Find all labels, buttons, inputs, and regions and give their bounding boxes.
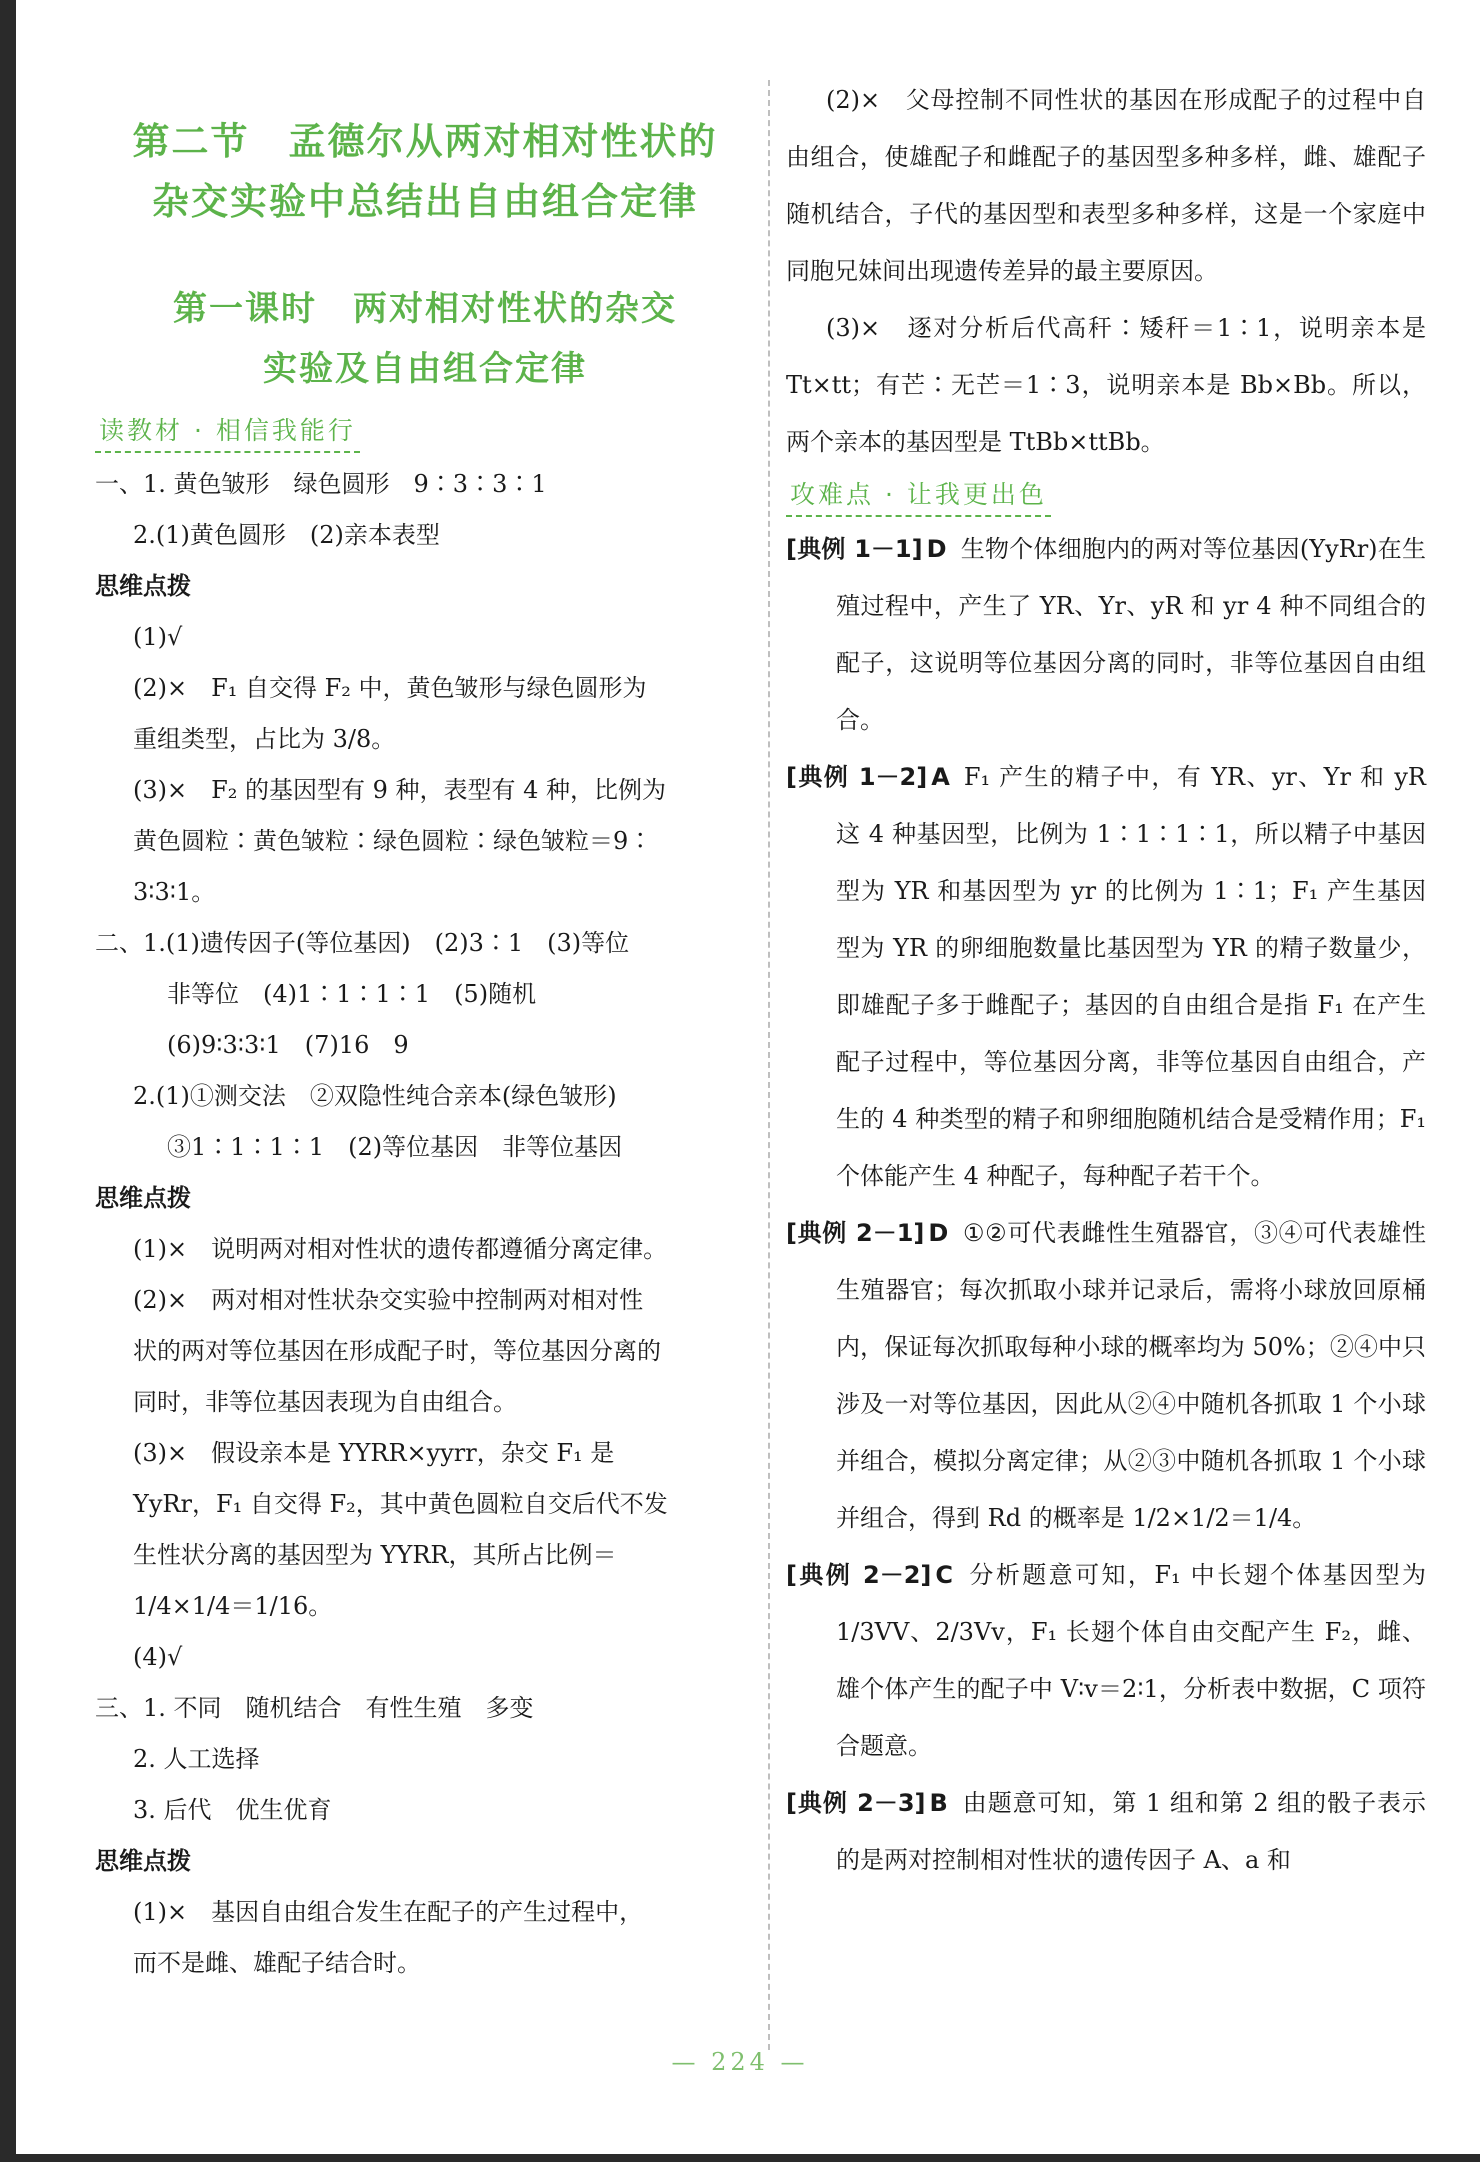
answer-paragraph: (3)× 逐对分析后代高秆∶矮秆＝1∶1，说明亲本是 Tt×tt；有芒∶无芒＝1∶3，说明亲本是 Bb×Bb。所以，两个亲本的基因型是 TtBb×ttBb。 xyxy=(786,314,1426,456)
answer-line: (4)√ xyxy=(133,1643,183,1671)
example-answer-letter: D xyxy=(926,535,947,563)
answer-line: 而不是雌、雄配子结合时。 xyxy=(133,1949,421,1977)
example-explanation: 生物个体细胞内的两对等位基因(YyRr)在生殖过程中，产生了 YR、Yr、yR 和 yr 4 种不同组合的配子，这说明等位基因分离的同时，非等位基因自由组合。 xyxy=(836,535,1426,734)
answer-line: 同时，非等位基因表现为自由组合。 xyxy=(133,1388,517,1416)
answer-line: (2)× F₁ 自交得 F₂ 中，黄色皱形与绿色圆形为 xyxy=(133,674,647,702)
example-answer-letter: A xyxy=(931,763,950,791)
answer-line: 三、1. 不同 随机结合 有性生殖 多变 xyxy=(95,1694,534,1722)
example-answer-letter: C xyxy=(935,1561,953,1589)
column-divider xyxy=(768,80,770,2050)
page-edge-bottom xyxy=(0,2154,1480,2162)
answer-line: 二、1.(1)遗传因子(等位基因) (2)3∶1 (3)等位 xyxy=(95,929,630,957)
lesson-title-line-1: 第一课时 两对相对性状的杂交 xyxy=(173,289,677,329)
answer-line: 一、1. 黄色皱形 绿色圆形 9∶3∶3∶1 xyxy=(95,470,547,498)
right-column xyxy=(786,0,1426,1889)
example-tag: [典例 1－2] xyxy=(786,763,928,791)
answer-line: 3∶3∶1。 xyxy=(133,878,216,906)
answer-line: 2.(1)黄色圆形 (2)亲本表型 xyxy=(133,521,440,549)
answer-line: (1)× 说明两对相对性状的遗传都遵循分离定律。 xyxy=(133,1235,668,1263)
banner-tackle-difficulties: 攻难点 · 让我更出色 xyxy=(786,475,1051,517)
example-tag: [典例 2－3] xyxy=(786,1789,926,1817)
page-edge-left xyxy=(0,0,16,2162)
left-column xyxy=(95,0,755,1989)
example-explanation: ①②可代表雌性生殖器官，③④可代表雄性生殖器官；每次抓取小球并记录后，需将小球放回原桶内，保证每次抓取每种小球的概率均为 50%；②④中只涉及一对等位基因，因此从②④中随机各抓取 1 个小球并组合，模拟分离定律；从②③中随机各抓取 1 个小球并组合，得到 Rd 的概率是 1/2×1/2＝1/4。 xyxy=(836,1219,1427,1532)
answer-line: (1)× 基因自由组合发生在配子的产生过程中， xyxy=(133,1898,644,1926)
example-answer-letter: B xyxy=(929,1789,948,1817)
section-title-line-2: 杂交实验中总结出自由组合定律 xyxy=(152,180,698,223)
answer-line: 3. 后代 优生优育 xyxy=(133,1796,332,1824)
answer-line: 2.(1)①测交法 ②双隐性纯合亲本(绿色皱形) xyxy=(133,1082,617,1110)
thinking-tips-heading: 思维点拨 xyxy=(95,1847,191,1875)
answer-line: 状的两对等位基因在形成配子时，等位基因分离的 xyxy=(133,1337,661,1365)
answer-paragraph: (2)× 父母控制不同性状的基因在形成配子的过程中自由组合，使雄配子和雌配子的基因型多种多样，雌、雄配子随机结合，子代的基因型和表型多种多样，这是一个家庭中同胞兄妹间出现遗传差异的最主要原因。 xyxy=(786,86,1426,285)
example-answer xyxy=(786,749,1426,1205)
example-tag: [典例 2－2] xyxy=(786,1561,932,1589)
example-answer xyxy=(786,1547,1426,1775)
example-answer-letter: D xyxy=(928,1219,949,1247)
answer-line: 重组类型，占比为 3/8。 xyxy=(133,725,396,753)
answer-line: (1)√ xyxy=(133,623,183,651)
answer-line: 1/4×1/4＝1/16。 xyxy=(133,1592,333,1620)
example-explanation: F₁ 产生的精子中，有 YR、yr、Yr 和 yR 这 4 种基因型，比例为 1∶1∶1∶1，所以精子中基因型为 YR 和基因型为 yr 的比例为 1∶1；F₁ 产生基因型为 YR 的卵细胞数量比基因型为 YR 的精子数量少，即雄配子多于雌配子；基因的自由组合是指 F₁ 在产生配子过程中，等位基因分离，非等位基因自由组合，产生的 4 种类型的精子和卵细胞随机结合是受精作用；F₁ 个体能产生 4 种配子，每种配子若干个。 xyxy=(836,763,1426,1190)
section-title-line-1: 第二节 孟德尔从两对相对性状的 xyxy=(132,120,718,163)
thinking-tips-heading: 思维点拨 xyxy=(95,572,191,600)
answer-line: 生性状分离的基因型为 YYRR，其所占比例＝ xyxy=(133,1541,617,1569)
example-tag: [典例 1－1] xyxy=(786,535,923,563)
answer-line: 黄色圆粒∶黄色皱粒∶绿色圆粒∶绿色皱粒＝9∶ xyxy=(133,827,653,855)
example-explanation: 分析题意可知，F₁ 中长翅个体基因型为 1/3VV、2/3Vv，F₁ 长翅个体自由交配产生 F₂，雌、雄个体产生的配子中 V∶v＝2∶1，分析表中数据，C 项符合题意。 xyxy=(836,1561,1426,1760)
answer-line: (2)× 两对相对性状杂交实验中控制两对相对性 xyxy=(133,1286,644,1314)
banner-read-textbook: 读教材 · 相信我能行 xyxy=(95,411,360,453)
answer-line: (3)× 假设亲本是 YYRR×yyrr，杂交 F₁ 是 xyxy=(133,1439,615,1467)
example-answer xyxy=(786,1775,1426,1889)
answer-line: (3)× F₂ 的基因型有 9 种，表型有 4 种，比例为 xyxy=(133,776,667,804)
lesson-title-line-2: 实验及自由组合定律 xyxy=(263,349,587,389)
answer-line: 2. 人工选择 xyxy=(133,1745,260,1773)
thinking-tips-heading: 思维点拨 xyxy=(95,1184,191,1212)
answer-line: YyRr，F₁ 自交得 F₂，其中黄色圆粒自交后代不发 xyxy=(133,1490,668,1518)
answer-line: 非等位 (4)1∶1∶1∶1 (5)随机 xyxy=(167,980,537,1008)
answer-line: (6)9∶3∶3∶1 (7)16 9 xyxy=(167,1031,409,1059)
example-answer xyxy=(786,1205,1426,1547)
example-tag: [典例 2－1] xyxy=(786,1219,925,1247)
example-explanation: 由题意可知，第 1 组和第 2 组的骰子表示的是两对控制相对性状的遗传因子 A、a 和 xyxy=(836,1789,1426,1874)
page-number: — 224 — xyxy=(671,2048,809,2076)
example-answer xyxy=(786,521,1426,749)
answer-line: ③1∶1∶1∶1 (2)等位基因 非等位基因 xyxy=(167,1133,623,1161)
